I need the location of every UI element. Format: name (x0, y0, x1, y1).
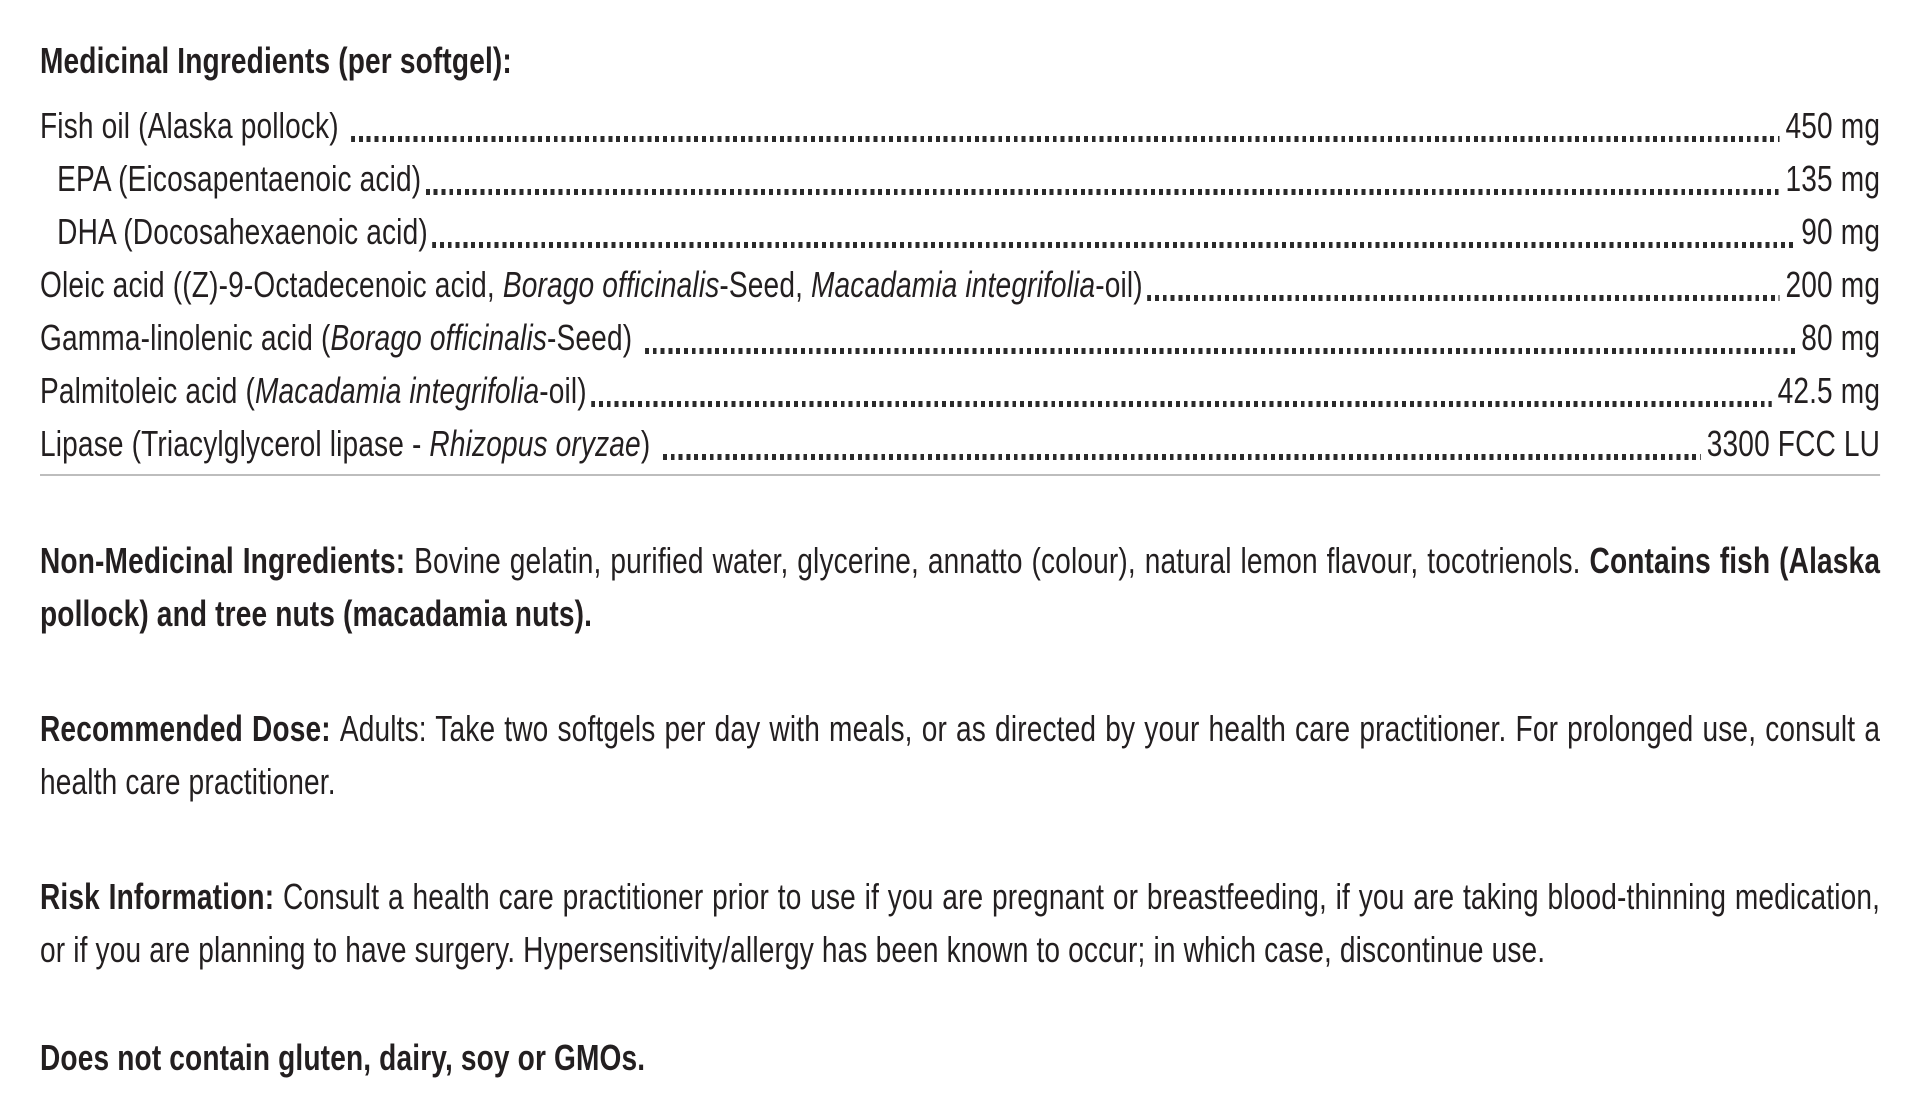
text-segment: Risk Information: (40, 876, 283, 917)
ingredient-name (57, 152, 421, 205)
text-segment: Adults: Take two softgels per day with meals, or as directed by your health care practitioner. For prolonged use, consult a health care practitioner. (40, 708, 1881, 802)
text-segment: Borago officinalis (502, 264, 720, 305)
text-segment: Palmitoleic acid ( (40, 370, 255, 411)
risk-information-paragraph (40, 870, 1880, 976)
text-segment: Bovine gelatin, purified water, glycerine, annatto (colour), natural lemon flavour, tocotrienols. (414, 540, 1590, 581)
dotted-leader (645, 348, 1795, 354)
non-medicinal-ingredients-paragraph (40, 534, 1880, 640)
text-segment: -Seed) (547, 317, 641, 358)
text-segment: Does not contain gluten, dairy, soy or GMOs. (40, 1037, 646, 1078)
text-segment: Fish oil (Alaska pollock) (40, 105, 347, 146)
text-segment: -oil) (1095, 264, 1143, 305)
text-segment: -Seed, (719, 264, 811, 305)
ingredient-amount: 200 mg (1785, 264, 1881, 305)
dotted-leader (351, 136, 1779, 142)
list-divider-rule (40, 474, 1880, 476)
text-segment: Rhizopus oryzae (429, 423, 641, 464)
dotted-leader (663, 454, 1701, 460)
text-segment: Consult a health care practitioner prior to use if you are pregnant or breastfeeding, if you are taking blood-thinning medication, or if you are planning to have surgery. Hypersensitivity/allergy has been known to occur; in which case, discontinue use. (40, 876, 1881, 970)
ingredient-row (40, 364, 1880, 417)
text-segment: DHA (Docosahexaenoic acid) (57, 211, 428, 252)
text-segment: Macadamia integrifolia (254, 370, 540, 411)
ingredient-name (40, 364, 587, 417)
ingredient-row (40, 99, 1880, 152)
text-segment: Macadamia integrifolia (810, 264, 1096, 305)
ingredient-row (40, 258, 1880, 311)
ingredient-name (40, 99, 347, 152)
dotted-leader (426, 189, 1779, 195)
text-segment: Recommended Dose: (40, 708, 340, 749)
dotted-leader (591, 401, 1771, 407)
ingredient-amount: 450 mg (1785, 105, 1881, 146)
ingredient-amount: 80 mg (1801, 317, 1881, 358)
ingredient-row (40, 311, 1880, 364)
ingredient-amount: 135 mg (1785, 158, 1881, 199)
supplement-label (40, 34, 1880, 1084)
text-segment: -oil) (539, 370, 587, 411)
ingredient-name (40, 417, 658, 470)
ingredient-row (40, 152, 1880, 205)
text-segment: Gamma-linolenic acid ( (40, 317, 331, 358)
ingredient-name (40, 258, 1143, 311)
dotted-leader (433, 242, 1796, 248)
ingredient-amount: 3300 FCC LU (1706, 423, 1881, 464)
ingredient-row (40, 205, 1880, 258)
recommended-dose-paragraph (40, 702, 1880, 808)
ingredient-name (57, 205, 428, 258)
ingredient-amount: 90 mg (1801, 211, 1881, 252)
ingredient-row (40, 417, 1880, 470)
does-not-contain-statement (40, 1031, 1880, 1084)
text-segment: Oleic acid ((Z)-9-Octadecenoic acid, (40, 264, 503, 305)
medicinal-ingredients-heading: Medicinal Ingredients (per softgel): (40, 40, 512, 81)
text-segment: ) (640, 423, 659, 464)
text-segment: Borago officinalis (330, 317, 548, 358)
ingredient-amount: 42.5 mg (1777, 370, 1881, 411)
text-segment: Contains fish (Alaska pollock) and tree nuts (macadamia nuts). (40, 540, 1881, 634)
text-segment: Non-Medicinal Ingredients: (40, 540, 415, 581)
ingredient-name (40, 311, 640, 364)
text-segment: EPA (Eicosapentaenoic acid) (57, 158, 422, 199)
text-segment: Lipase (Triacylglycerol lipase - (40, 423, 430, 464)
medicinal-ingredients-list (40, 99, 1880, 470)
dotted-leader (1147, 295, 1779, 301)
